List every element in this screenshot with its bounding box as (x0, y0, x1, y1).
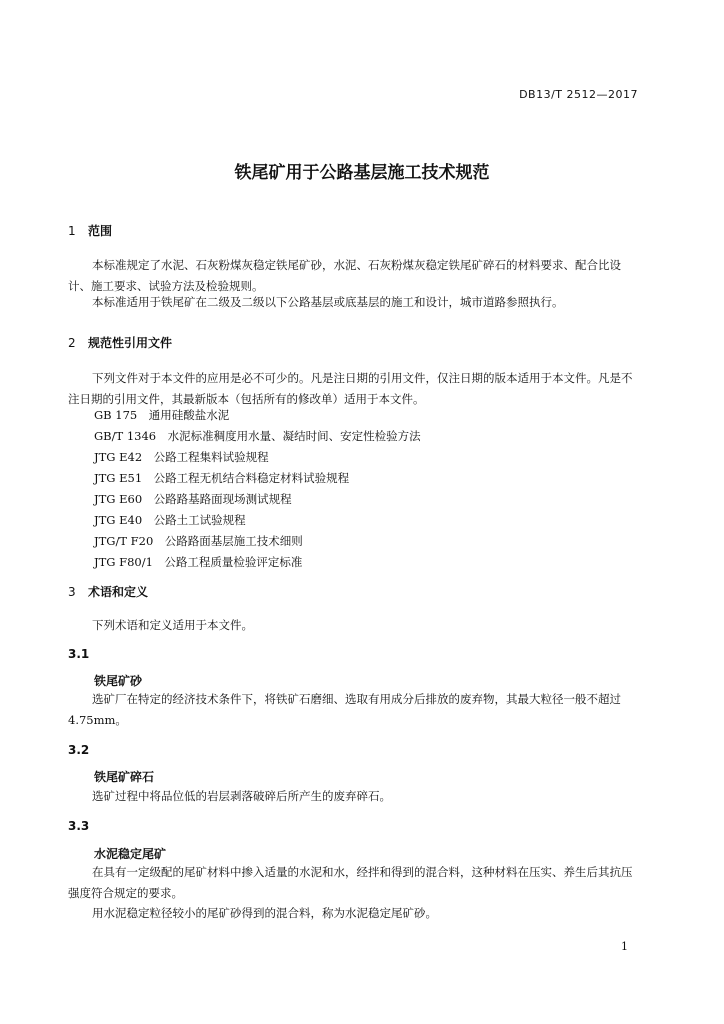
term-name: 铁尾矿碎石 (94, 770, 155, 784)
section-3-title: 术语和定义 (88, 585, 149, 599)
section-2-number: 2 (68, 336, 76, 350)
term-definition: 选矿过程中将品位低的岩层剥落破碎后所产生的废弃碎石。 (92, 789, 391, 803)
section-1-paragraph-2: 本标准适用于铁尾矿在二级及二级以下公路基层或底基层的施工和设计，城市道路参照执行。 (92, 295, 564, 309)
section-1-number: 1 (68, 224, 76, 238)
reference-item: JTG E51 公路工程无机结合料稳定材料试验规程 (94, 471, 350, 485)
section-3-paragraph-1: 下列术语和定义适用于本文件。 (92, 618, 253, 632)
reference-item: JTG/T F20 公路路面基层施工技术细则 (94, 534, 303, 548)
term-definition: 用水泥稳定粒径较小的尾矿砂得到的混合料，称为水泥稳定尾矿砂。 (92, 906, 437, 920)
reference-item: GB 175 通用硅酸盐水泥 (94, 408, 230, 422)
section-1-title: 范围 (88, 224, 113, 238)
document-title: 铁尾矿用于公路基层施工技术规范 (234, 163, 490, 183)
reference-item: JTG E42 公路工程集料试验规程 (94, 450, 269, 464)
term-number: 3.3 (68, 819, 90, 833)
section-3-number: 3 (68, 585, 76, 599)
section-1-paragraph-1: 本标准规定了水泥、石灰粉煤灰稳定铁尾矿砂，水泥、石灰粉煤灰稳定铁尾矿碎石的材料要求、配合比设计、施工要求、试验方法及检验规则。 (68, 258, 621, 293)
section-3-heading (68, 583, 148, 600)
reference-item: GB/T 1346 水泥标准稠度用水量、凝结时间、安定性检验方法 (94, 429, 421, 443)
standard-number: DB13/T 2512—2017 (519, 88, 638, 101)
term-definition: 在具有一定级配的尾矿材料中掺入适量的水泥和水，经拌和得到的混合料，这种材料在压实、养生后其抗压强度符合规定的要求。 (68, 865, 633, 900)
section-2-paragraph-1: 下列文件对于本文件的应用是必不可少的。凡是注日期的引用文件，仅注日期的版本适用于本文件。凡是不注日期的引用文件，其最新版本（包括所有的修改单）适用于本文件。 (68, 371, 633, 406)
term-number: 3.2 (68, 743, 90, 757)
section-1-heading (68, 222, 112, 239)
term-number: 3.1 (68, 647, 90, 661)
reference-item: JTG F80/1 公路工程质量检验评定标准 (94, 555, 303, 569)
section-2-title: 规范性引用文件 (88, 336, 173, 350)
reference-item: JTG E60 公路路基路面现场测试规程 (94, 492, 292, 506)
term-name: 水泥稳定尾矿 (94, 847, 167, 861)
reference-item: JTG E40 公路土工试验规程 (94, 513, 246, 527)
term-definition: 选矿厂在特定的经济技术条件下，将铁矿石磨细、选取有用成分后排放的废弃物，其最大粒径一般不超过4.75mm。 (68, 692, 621, 727)
page-number: 1 (621, 940, 628, 953)
section-2-heading (68, 334, 172, 351)
term-name: 铁尾矿砂 (94, 674, 143, 688)
